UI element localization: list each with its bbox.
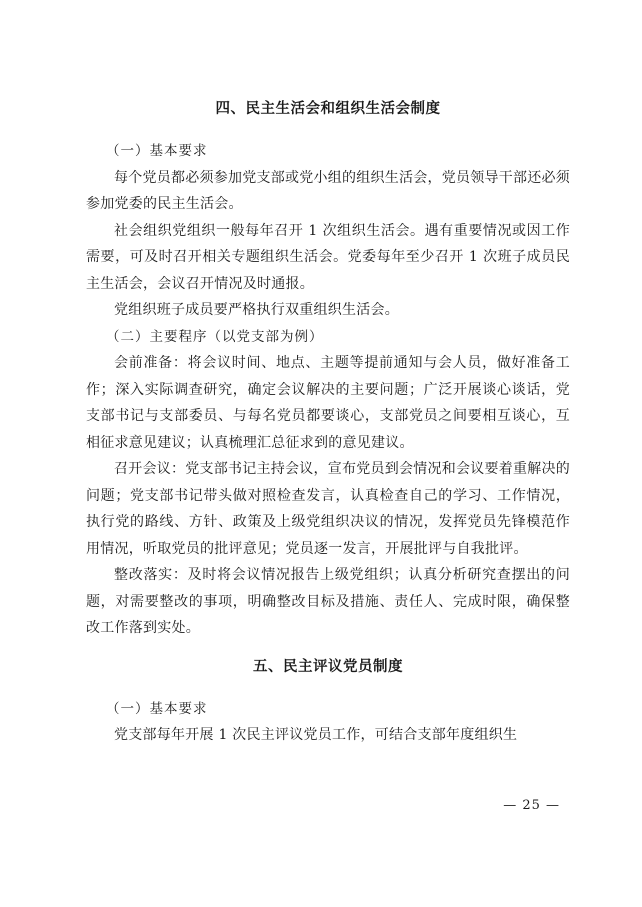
page-number: — 25 — [503, 798, 560, 813]
paragraph: 召开会议：党支部书记主持会议，宣布党员到会情况和会议要着重解决的问题；党支部书记带头做对照检查发言，认真检查自己的学习、工作情况，执行党的路线、方针、政策及上级党组织决议的情况，发挥党员先锋模范作用情况，听取党员的批评意见；党员逐一发言，开展批评与自我批评。 [86, 461, 570, 557]
section-title: 四、民主生活会和组织生活会制度 [215, 101, 441, 117]
subsection-heading: （二）主要程序（以党支部为例） [106, 328, 324, 345]
subsection-heading: （一）基本要求 [106, 143, 208, 159]
section-title: 五、民主评议党员制度 [253, 658, 403, 675]
paragraph: 社会组织党组织一般每年召开 1 次组织生活会。遇有重要情况或因工作需要，可及时召开相关专题组织生活会。党委每年至少召开 1 次班子成员民主生活会，会议召开情况及时通报。 [86, 222, 570, 292]
subsection-heading: （一）基本要求 [106, 700, 208, 717]
paragraph: 党组织班子成员要严格执行双重组织生活会。 [114, 302, 399, 318]
paragraph: 每个党员都必须参加党支部或党小组的组织生活会，党员领导干部还必须参加党委的民主生活会。 [86, 169, 570, 212]
document-page [86, 94, 570, 749]
paragraph: 整改落实：及时将会议情况报告上级党组织；认真分析研究查摆出的问题，对需要整改的事项，明确整改目标及措施、责任人、完成时限，确保整改工作落到实处。 [86, 567, 570, 636]
paragraph: 会前准备：将会议时间、地点、主题等提前通知与会人员，做好准备工作；深入实际调查研究，确定会议解决的主要问题；广泛开展谈心谈话，党支部书记与支部委员、与每名党员都要谈心，支部党员之间要相互谈心，互相征求意见建议；认真梳理汇总征求到的意见建议。 [86, 355, 570, 451]
paragraph: 党支部每年开展 1 次民主评议党员工作，可结合支部年度组织生 [114, 727, 518, 743]
